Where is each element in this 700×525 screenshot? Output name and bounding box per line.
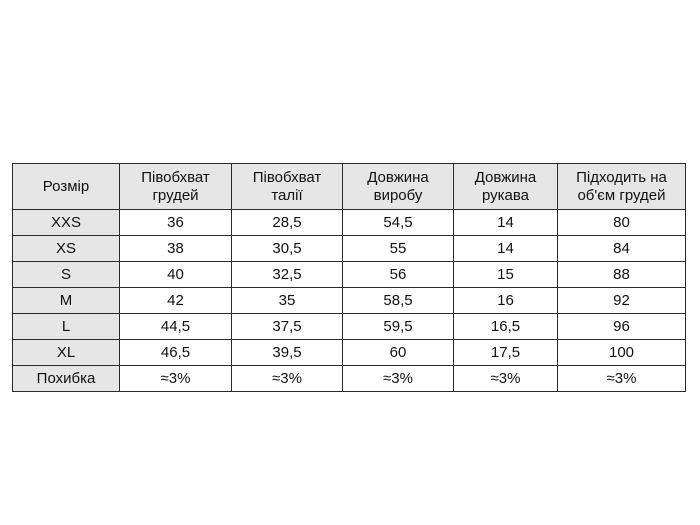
tolerance-cell: ≈3% xyxy=(454,366,558,392)
table-cell: 96 xyxy=(558,314,686,340)
table-header xyxy=(13,164,686,210)
table-cell: 54,5 xyxy=(343,210,454,236)
table-cell: 36 xyxy=(120,210,232,236)
table-cell: 17,5 xyxy=(454,340,558,366)
table-body xyxy=(13,210,686,392)
table-cell: 42 xyxy=(120,288,232,314)
tolerance-cell: ≈3% xyxy=(343,366,454,392)
header-fits-chest-volume: Підходить на об'єм грудей xyxy=(558,164,686,210)
table-cell: 28,5 xyxy=(232,210,343,236)
size-cell: M xyxy=(13,288,120,314)
tolerance-cell: ≈3% xyxy=(232,366,343,392)
table-cell: 80 xyxy=(558,210,686,236)
table-cell: 39,5 xyxy=(232,340,343,366)
header-sleeve-length: Довжина рукава xyxy=(454,164,558,210)
table-cell: 88 xyxy=(558,262,686,288)
table-cell: 35 xyxy=(232,288,343,314)
header-size: Розмір xyxy=(13,164,120,210)
tolerance-label: Похибка xyxy=(13,366,120,392)
tolerance-row xyxy=(13,366,686,392)
size-cell: L xyxy=(13,314,120,340)
tolerance-cell: ≈3% xyxy=(558,366,686,392)
table-cell: 16,5 xyxy=(454,314,558,340)
table-cell: 15 xyxy=(454,262,558,288)
table-cell: 56 xyxy=(343,262,454,288)
table-cell: 38 xyxy=(120,236,232,262)
table-row xyxy=(13,236,686,262)
table-cell: 30,5 xyxy=(232,236,343,262)
table-cell: 84 xyxy=(558,236,686,262)
table-cell: 59,5 xyxy=(343,314,454,340)
table-cell: 16 xyxy=(454,288,558,314)
table-cell: 32,5 xyxy=(232,262,343,288)
table-row xyxy=(13,210,686,236)
header-garment-length: Довжина виробу xyxy=(343,164,454,210)
table-cell: 100 xyxy=(558,340,686,366)
table-row xyxy=(13,288,686,314)
table-row xyxy=(13,314,686,340)
size-cell: S xyxy=(13,262,120,288)
size-cell: XL xyxy=(13,340,120,366)
table-cell: 55 xyxy=(343,236,454,262)
table-cell: 58,5 xyxy=(343,288,454,314)
table-cell: 14 xyxy=(454,210,558,236)
tolerance-cell: ≈3% xyxy=(120,366,232,392)
table-cell: 14 xyxy=(454,236,558,262)
header-chest-half-girth: Півобхват грудей xyxy=(120,164,232,210)
table-row xyxy=(13,340,686,366)
table-cell: 92 xyxy=(558,288,686,314)
table-row xyxy=(13,262,686,288)
header-waist-half-girth: Півобхват талії xyxy=(232,164,343,210)
size-cell: XXS xyxy=(13,210,120,236)
table-cell: 44,5 xyxy=(120,314,232,340)
table-cell: 60 xyxy=(343,340,454,366)
table-cell: 37,5 xyxy=(232,314,343,340)
table-cell: 46,5 xyxy=(120,340,232,366)
header-row xyxy=(13,164,686,210)
size-cell: XS xyxy=(13,236,120,262)
size-chart-table xyxy=(12,163,686,392)
table-cell: 40 xyxy=(120,262,232,288)
